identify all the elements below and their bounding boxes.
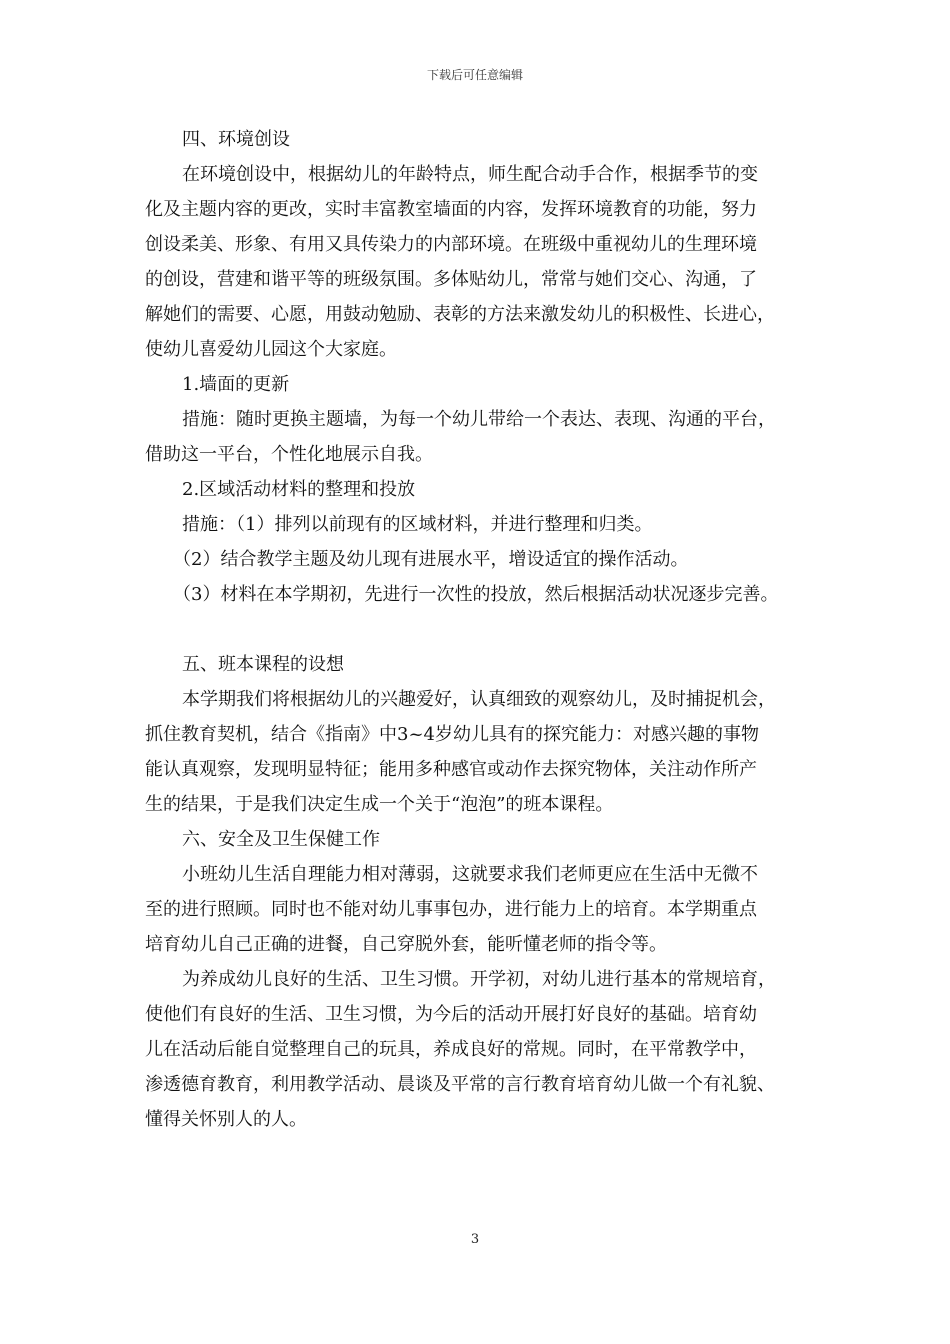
spacer	[145, 612, 821, 647]
paragraph-class-curriculum	[145, 682, 821, 822]
text-line: （2）结合教学主题及幼儿现有进展水平，增设适宜的操作活动。	[173, 549, 689, 570]
text-line: 懂得关怀别人的人。	[145, 1109, 307, 1130]
paragraph-wall-update	[145, 402, 821, 472]
page-number: 3	[470, 1232, 480, 1247]
text-line: 抓住教育契机，结合《指南》中3~4岁幼儿具有的探究能力：对感兴趣的事物	[145, 724, 759, 745]
text-line: 儿在活动后能自觉整理自己的玩具，养成良好的常规。同时，在平常教学中，	[145, 1039, 757, 1060]
text-line: 的创设，营建和谐平等的班级氛围。多体贴幼儿，常常与她们交心、沟通，了	[145, 269, 757, 290]
section-heading-safety-health: 六、安全及卫生保健工作	[182, 829, 380, 850]
text-line: （3）材料在本学期初，先进行一次性的投放，然后根据活动状况逐步完善。	[173, 584, 779, 605]
subheading-wall-update: 1.墙面的更新	[182, 374, 290, 395]
text-line: 渗透德育教育，利用教学活动、晨谈及平常的言行教育培育幼儿做一个有礼貌、	[145, 1074, 775, 1095]
text-line: 借助这一平台，个性化地展示自我。	[145, 444, 433, 465]
text-line: 至的进行照顾。同时也不能对幼儿事事包办，进行能力上的培育。本学期重点	[145, 899, 757, 920]
page-header: 下载后可任意编辑	[426, 68, 523, 82]
text-line: 生的结果，于是我们决定生成一个关于“泡泡”的班本课程。	[145, 794, 614, 815]
paragraph-safety-1	[145, 857, 821, 962]
document-body	[145, 122, 821, 1137]
text-line: 本学期我们将根据幼儿的兴趣爱好，认真细致的观察幼儿，及时捕捉机会，	[182, 689, 776, 710]
paragraph-area-materials	[145, 507, 821, 612]
paragraph-environment	[145, 157, 821, 367]
text-line: 措施：随时更换主题墙，为每一个幼儿带给一个表达、表现、沟通的平台，	[182, 409, 776, 430]
section-heading-class-curriculum: 五、班本课程的设想	[182, 654, 344, 675]
text-line: 使他们有良好的生活、卫生习惯，为今后的活动开展打好良好的基础。培育幼	[145, 1004, 757, 1025]
subheading-area-materials: 2.区域活动材料的整理和投放	[182, 479, 416, 500]
text-line: 小班幼儿生活自理能力相对薄弱，这就要求我们老师更应在生活中无微不	[182, 864, 758, 885]
text-line: 在环境创设中，根据幼儿的年龄特点，师生配合动手合作，根据季节的变	[182, 164, 758, 185]
text-line: 措施：（1）排列以前现有的区域材料，并进行整理和归类。	[182, 514, 653, 535]
text-line: 创设柔美、形象、有用又具传染力的内部环境。在班级中重视幼儿的生理环境	[145, 234, 757, 255]
text-line: 解她们的需要、心愿，用鼓动勉励、表彰的方法来激发幼儿的积极性、长进心，	[145, 304, 775, 325]
text-line: 使幼儿喜爱幼儿园这个大家庭。	[145, 339, 397, 360]
text-line: 为养成幼儿良好的生活、卫生习惯。开学初，对幼儿进行基本的常规培育，	[182, 969, 776, 990]
text-line: 培育幼儿自己正确的进餐，自己穿脱外套，能听懂老师的指令等。	[145, 934, 667, 955]
paragraph-safety-2	[145, 962, 821, 1137]
section-heading-environment: 四、环境创设	[182, 129, 290, 150]
text-line: 能认真观察，发现明显特征；能用多种感官或动作去探究物体，关注动作所产	[145, 759, 757, 780]
text-line: 化及主题内容的更改，实时丰富教室墙面的内容，发挥环境教育的功能，努力	[145, 199, 757, 220]
